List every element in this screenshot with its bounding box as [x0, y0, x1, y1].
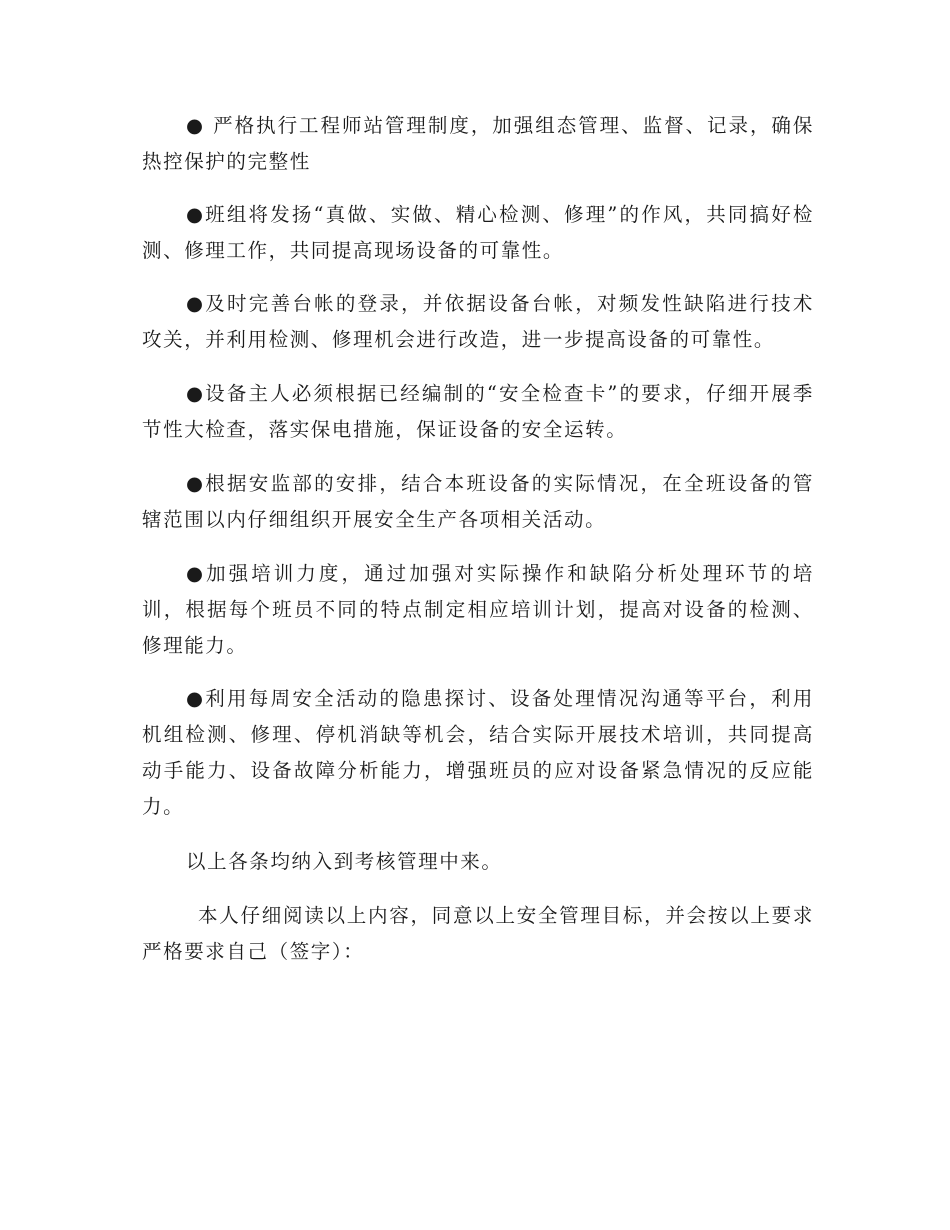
- paragraph-assessment: 以上各条均纳入到考核管理中来。: [186, 850, 503, 873]
- paragraph-safety-checklist: ●设备主人必须根据已经编制的“安全检查卡”的要求，仔细开展季节性大检查，落实保电措施，保证设备的安全运转。: [142, 382, 814, 441]
- paragraph-safety-activities: ●根据安监部的安排，结合本班设备的实际情况，在全班设备的管辖范围以内仔细组织开展安全生产各项相关活动。: [142, 472, 814, 531]
- paragraph-team-style: ●班组将发扬“真做、实做、精心检测、修理”的作风，共同搞好检测、修理工作，共同提高现场设备的可靠性。: [142, 203, 814, 262]
- paragraph-signature-statement: 本人仔细阅读以上内容，同意以上安全管理目标，并会按以上要求严格要求自己（签字）：: [142, 904, 814, 963]
- paragraph-engineer-station: ● 严格执行工程师站管理制度，加强组态管理、监督、记录，确保热控保护的完整性: [142, 114, 814, 173]
- paragraph-weekly-activities: ●利用每周安全活动的隐患探讨、设备处理情况沟通等平台，利用机组检测、修理、停机消缺等机会，结合实际开展技术培训，共同提高动手能力、设备故障分析能力，增强班员的应对设备紧急情况的反应能力。: [142, 687, 814, 818]
- paragraph-training: ●加强培训力度，通过加强对实际操作和缺陷分析处理环节的培训，根据每个班员不同的特点制定相应培训计划，提高对设备的检测、修理能力。: [142, 562, 814, 657]
- paragraph-ledger: ●及时完善台帐的登录，并依据设备台帐，对频发性缺陷进行技术攻关，并利用检测、修理机会进行改造，进一步提高设备的可靠性。: [142, 292, 814, 351]
